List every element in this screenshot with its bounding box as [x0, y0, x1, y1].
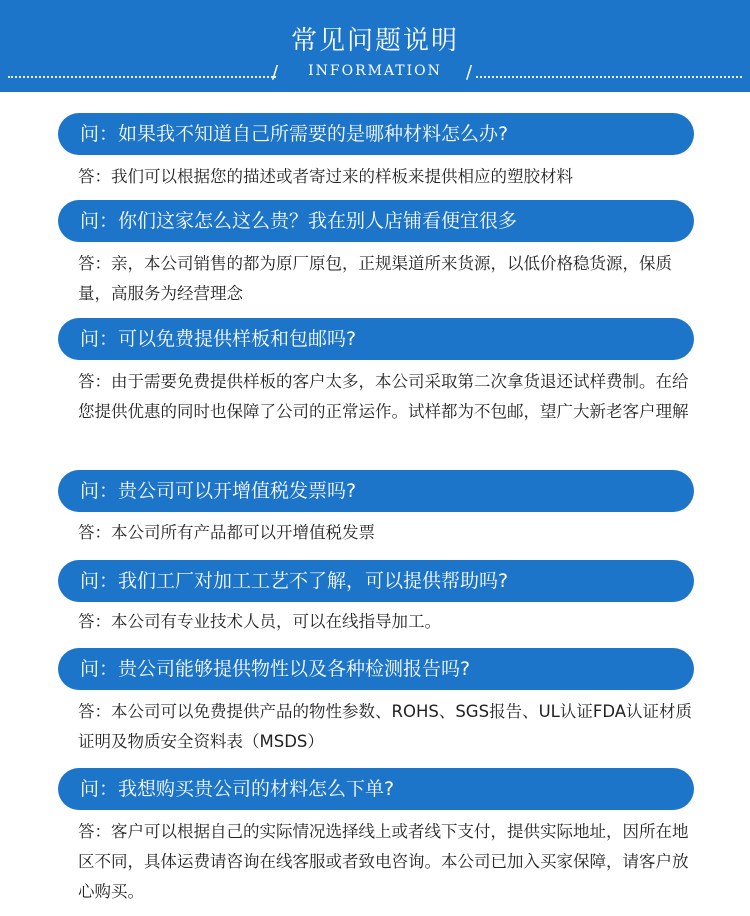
faq-answer-6: 答：本公司可以免费提供产品的物性参数、ROHS、SGS报告、UL认证FDA认证材质证明及物质安全资料表（MSDS）	[78, 702, 693, 751]
faq-answer-5: 答：本公司有专业技术人员，可以在线指导加工。	[78, 612, 441, 631]
faq-answer-4: 答：本公司所有产品都可以开增值税发票	[78, 523, 375, 542]
page-subtitle: INFORMATION	[308, 63, 442, 79]
faq-question-5: 问：我们工厂对加工工艺不了解，可以提供帮助吗?	[58, 560, 694, 602]
faq-answer-3: 答：由于需要免费提供样板的客户太多，本公司采取第二次拿货退还试样费制。在给您提供优惠的同时也保障了公司的正常运作。试样都为不包邮，望广大新老客户理解	[78, 372, 689, 421]
faq-question-3: 问：可以免费提供样板和包邮吗?	[58, 318, 694, 360]
header-slash-right: /	[466, 62, 473, 83]
faq-question-1: 问：如果我不知道自己所需要的是哪种材料怎么办?	[58, 113, 694, 155]
faq-question-4: 问：贵公司可以开增值税发票吗?	[58, 470, 694, 512]
header-dotted-rule-right	[476, 76, 742, 78]
page-title: 常见问题说明	[290, 26, 459, 56]
faq-question-6: 问：贵公司能够提供物性以及各种检测报告吗?	[58, 648, 694, 690]
header-banner	[0, 0, 750, 92]
faq-answer-2: 答：亲，本公司销售的都为原厂原包，正规渠道所来货源，以低价格稳货源，保质量，高服务为经营理念	[78, 254, 672, 303]
faq-answer-1: 答：我们可以根据您的描述或者寄过来的样板来提供相应的塑胶材料	[78, 167, 573, 186]
faq-question-2: 问：你们这家怎么这么贵？我在别人店铺看便宜很多	[58, 200, 694, 242]
faq-question-7: 问：我想购买贵公司的材料怎么下单?	[58, 768, 694, 810]
header-slash-left: /	[272, 62, 279, 83]
faq-answer-7: 答：客户可以根据自己的实际情况选择线上或者线下支付，提供实际地址，因所在地区不同，具体运费请咨询在线客服或者致电咨询。本公司已加入买家保障，请客户放心购买。	[78, 822, 689, 901]
